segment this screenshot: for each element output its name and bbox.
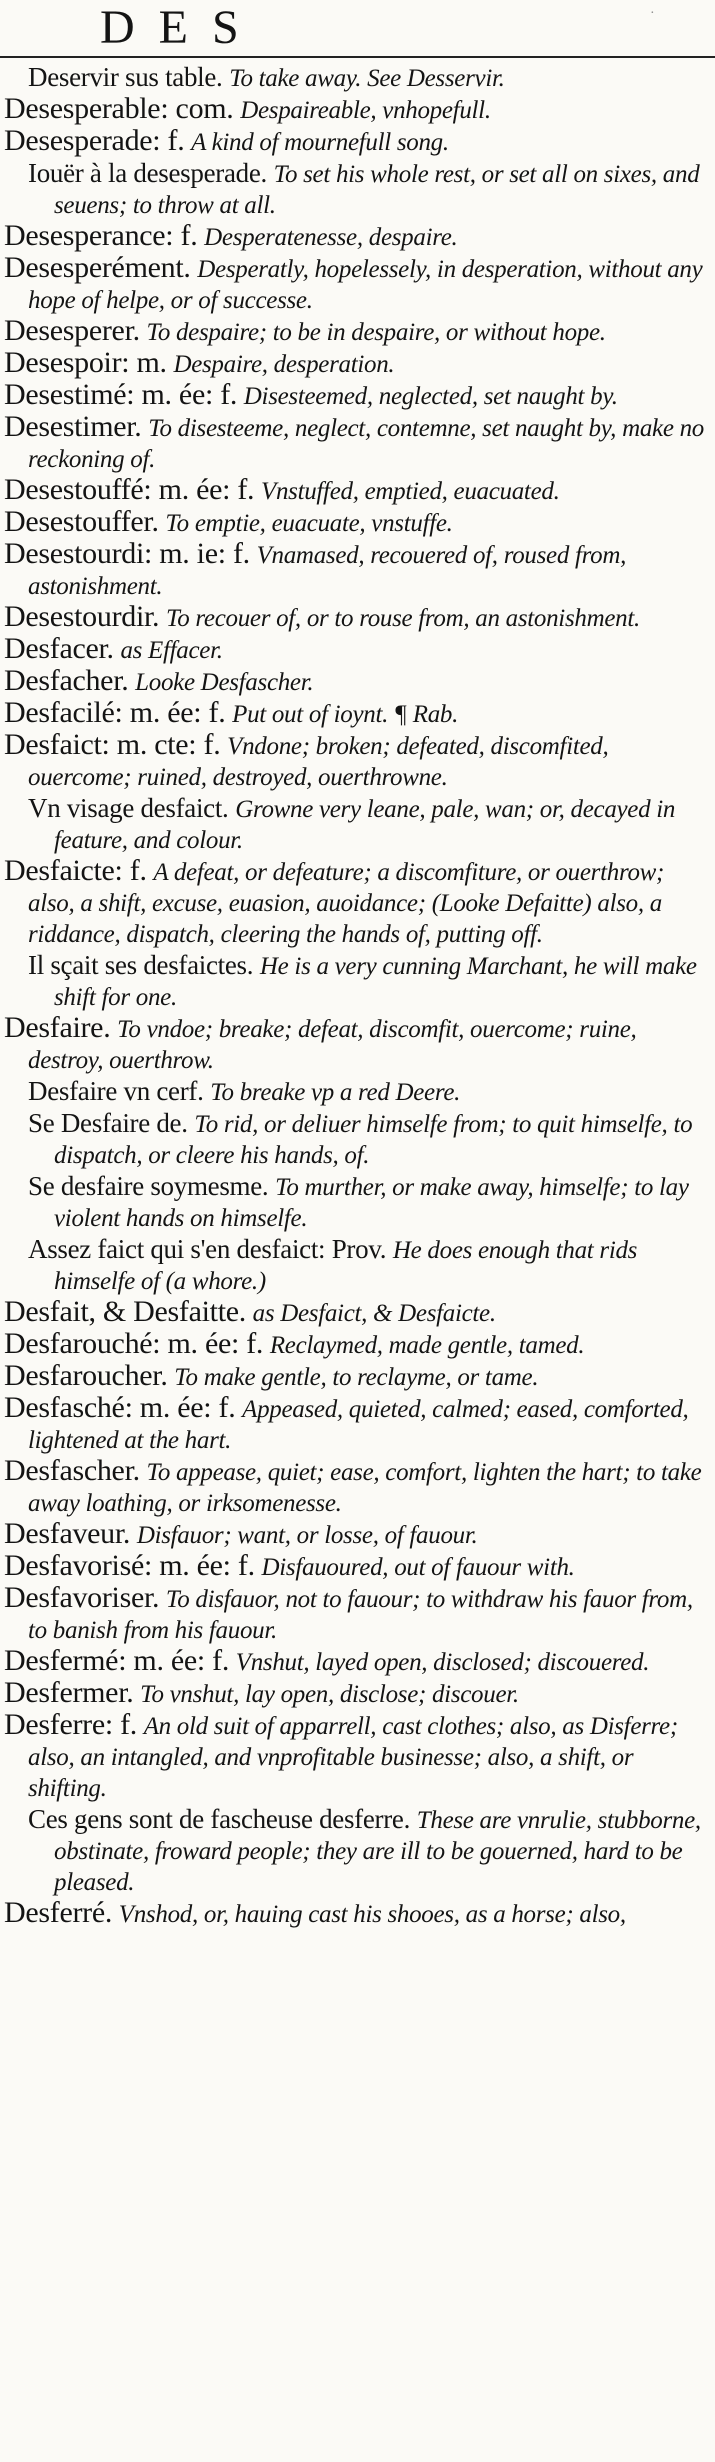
dictionary-entry: [4, 1644, 710, 1678]
dictionary-entry: [4, 124, 710, 158]
dictionary-entry: [4, 1896, 710, 1930]
dictionary-entry: [4, 314, 710, 348]
entry-headword: Desestouffer.: [4, 505, 159, 538]
entry-definition: He is a very cunning Marchant, he will make shift for one.: [54, 953, 697, 1011]
entry-headword: Desfaicte: f.: [4, 854, 147, 887]
entry-headword: Desestourdi: m. ie: f.: [4, 537, 250, 570]
entry-headword: Vn visage desfaict.: [28, 793, 229, 823]
dictionary-entry: [4, 505, 710, 539]
entry-headword: Desfait, & Desfaitte.: [4, 1295, 246, 1328]
dictionary-entry: [4, 632, 710, 666]
entry-headword: Desfacer.: [4, 632, 114, 665]
entry-headword: Desesperer.: [4, 314, 140, 347]
entry-definition: Reclaymed, made gentle, tamed.: [269, 1332, 585, 1359]
entry-definition: To vnshut, lay open, disclose; discouer.: [140, 1681, 519, 1708]
dictionary-entry: [4, 1391, 710, 1456]
dictionary-entry: [4, 378, 710, 412]
entry-definition: Disesteemed, neglected, set naught by.: [243, 383, 618, 410]
entry-headword: Desespoir: m.: [4, 346, 167, 379]
entry-headword: Desfacher.: [4, 664, 129, 697]
dictionary-entry: [4, 1549, 710, 1583]
entry-headword: Deservir sus table.: [28, 62, 223, 92]
sub-entry: [28, 1171, 710, 1234]
entry-headword: Il sçait ses desfaictes.: [28, 950, 254, 980]
entry-headword: Desfaire vn cerf.: [28, 1076, 204, 1106]
entry-definition: To set his whole rest, or set all on sixes, and seuens; to throw at all.: [54, 161, 700, 219]
entry-definition: To murther, or make away, himselfe; to lay violent hands on himselfe.: [54, 1174, 689, 1232]
entry-definition: Appeased, quieted, calmed; eased, comforted, lightened at the hart.: [28, 1396, 689, 1454]
entry-definition: To take away. See Desservir.: [229, 65, 505, 92]
dictionary-entry: [4, 1011, 710, 1076]
dictionary-entry: [4, 1708, 710, 1804]
sub-entry: [28, 1804, 710, 1898]
header-mark: ·: [650, 6, 655, 21]
entry-definition: Growne very leane, pale, wan; or, decayed in feature, and colour.: [54, 796, 676, 854]
entry-headword: Desestimé: m. ée: f.: [4, 378, 238, 411]
entry-definition: Desperatly, hopelessely, in desperation, without any hope of helpe, or of successe.: [28, 256, 703, 314]
entry-definition: Looke Desfascher.: [135, 669, 314, 696]
dictionary-entry: [4, 1581, 710, 1646]
entry-definition: Despaireable, vnhopefull.: [240, 97, 491, 124]
sub-entry: [28, 793, 710, 856]
entry-headword: Desfacilé: m. ée: f.: [4, 696, 226, 729]
entry-headword: Desfermé: m. ée: f.: [4, 1644, 230, 1677]
entry-headword: Desfaveur.: [4, 1517, 131, 1550]
entry-headword: Desfermer.: [4, 1676, 134, 1709]
entry-definition: An old suit of apparrell, cast clothes; also, as Disferre; also, an intangled, and vnprofitable businesse; also, a shift, or shifting.: [28, 1713, 678, 1802]
entry-definition: To emptie, euacuate, vnstuffe.: [165, 510, 453, 537]
entry-headword: Desesperade: f.: [4, 124, 185, 157]
sub-entry: [28, 1108, 710, 1171]
dictionary-entry: [4, 346, 710, 380]
entry-headword: Desferre: f.: [4, 1708, 137, 1741]
entry-definition: Vndone; broken; defeated, discomfited, ouercome; ruined, destroyed, ouerthrowne.: [28, 733, 609, 791]
entry-definition: A defeat, or defeature; a discomfiture, or ouerthrow; also, a shift, excuse, euasion, auoidance; (Looke Defaitte) also, a riddance, dispatch, cleering the hands of, putting off.: [28, 859, 665, 948]
entry-headword: Desfaroucher.: [4, 1359, 168, 1392]
dictionary-entry: [4, 1517, 710, 1551]
entry-definition: To disesteeme, neglect, contemne, set naught by, make no reckoning of.: [28, 415, 704, 473]
entry-definition: To disfauor, not to fauour; to withdraw his fauor from, to banish from his fauour.: [28, 1586, 693, 1644]
dictionary-entry: [4, 473, 710, 507]
entry-definition: as Desfaict, & Desfaicte.: [252, 1300, 496, 1327]
running-head: DES: [100, 1, 263, 54]
entry-definition: Disfauor; want, or losse, of fauour.: [136, 1522, 478, 1549]
entry-definition: To despaire; to be in despaire, or without hope.: [146, 319, 606, 346]
entry-headword: Desfavoriser.: [4, 1581, 160, 1614]
entry-headword: Se Desfaire de.: [28, 1108, 188, 1138]
entry-definition: To recouer of, or to rouse from, an astonishment.: [165, 605, 640, 632]
entry-headword: Desfascher.: [4, 1454, 140, 1487]
dictionary-entry: [4, 92, 710, 126]
dictionary-entry: [4, 696, 710, 730]
entry-headword: Desferré.: [4, 1896, 113, 1929]
entry-headword: Desfaict: m. cte: f.: [4, 728, 221, 761]
entry-definition: as Effacer.: [120, 637, 223, 664]
entry-definition: Vnshut, layed open, disclosed; discouered.: [235, 1649, 650, 1676]
sub-entry: [28, 158, 710, 221]
entry-definition: Put out of ioynt. ¶ Rab.: [232, 701, 459, 728]
entry-definition: Despaire, desperation.: [173, 351, 395, 378]
sub-entry: [28, 1234, 710, 1297]
dictionary-entry: [4, 664, 710, 698]
dictionary-entry: [4, 728, 710, 793]
entry-headword: Desfavorisé: m. ée: f.: [4, 1549, 255, 1582]
page-header: [0, 0, 715, 58]
entry-headword: Desesperable: com.: [4, 92, 234, 125]
entry-definition: Disfauoured, out of fauour with.: [261, 1554, 575, 1581]
entry-definition: Vnamased, recouered of, roused from, astonishment.: [28, 542, 627, 600]
entry-definition: Desperatenesse, despaire.: [204, 224, 458, 251]
entry-headword: Desestouffé: m. ée: f.: [4, 473, 255, 506]
entry-list: [0, 62, 715, 2462]
sub-entry: [28, 62, 710, 94]
entry-headword: Desesperément.: [4, 251, 191, 284]
entry-headword: Ces gens sont de fascheuse desferre.: [28, 1804, 411, 1834]
entry-definition: Vnshod, or, hauing cast his shooes, as a horse; also,: [118, 1901, 626, 1928]
entry-headword: Desestourdir.: [4, 600, 160, 633]
header-rule: [0, 56, 715, 58]
entry-definition: To vndoe; breake; defeat, discomfit, ouercome; ruine, destroy, ouerthrow.: [28, 1016, 637, 1074]
dictionary-entry: [4, 251, 710, 316]
dictionary-entry: [4, 1454, 710, 1519]
entry-headword: Desesperance: f.: [4, 219, 198, 252]
entry-definition: To breake vp a red Deere.: [210, 1079, 461, 1106]
sub-entry: [28, 1076, 710, 1108]
dictionary-entry: [4, 1676, 710, 1710]
dictionary-entry: [4, 600, 710, 634]
entry-headword: Se desfaire soymesme.: [28, 1171, 269, 1201]
entry-headword: Iouër à la desesperade.: [28, 158, 267, 188]
dictionary-entry: [4, 410, 710, 475]
dictionary-entry: [4, 219, 710, 253]
entry-definition: These are vnrulie, stubborne, obstinate, froward people; they are ill to be gouerned, hard to be pleased.: [54, 1807, 701, 1896]
entry-definition: A kind of mournefull song.: [191, 129, 449, 156]
entry-definition: To make gentle, to reclayme, or tame.: [174, 1364, 539, 1391]
entry-headword: Desfaire.: [4, 1011, 111, 1044]
entry-headword: Desfarouché: m. ée: f.: [4, 1327, 264, 1360]
entry-definition: He does enough that rids himselfe of (a whore.): [54, 1237, 638, 1295]
dictionary-entry: [4, 854, 710, 950]
sub-entry: [28, 950, 710, 1013]
entry-headword: Assez faict qui s'en desfaict: Prov.: [28, 1234, 387, 1264]
dictionary-entry: [4, 1327, 710, 1361]
entry-headword: Desfasché: m. ée: f.: [4, 1391, 236, 1424]
entry-definition: Vnstuffed, emptied, euacuated.: [260, 478, 560, 505]
entry-definition: To rid, or deliuer himselfe from; to quit himselfe, to dispatch, or cleere his hands, of.: [54, 1111, 693, 1169]
dictionary-entry: [4, 537, 710, 602]
dictionary-entry: [4, 1359, 710, 1393]
entry-headword: Desestimer.: [4, 410, 142, 443]
entry-definition: To appease, quiet; ease, comfort, lighten the hart; to take away loathing, or irksomenesse.: [28, 1459, 702, 1517]
dictionary-entry: [4, 1295, 710, 1329]
